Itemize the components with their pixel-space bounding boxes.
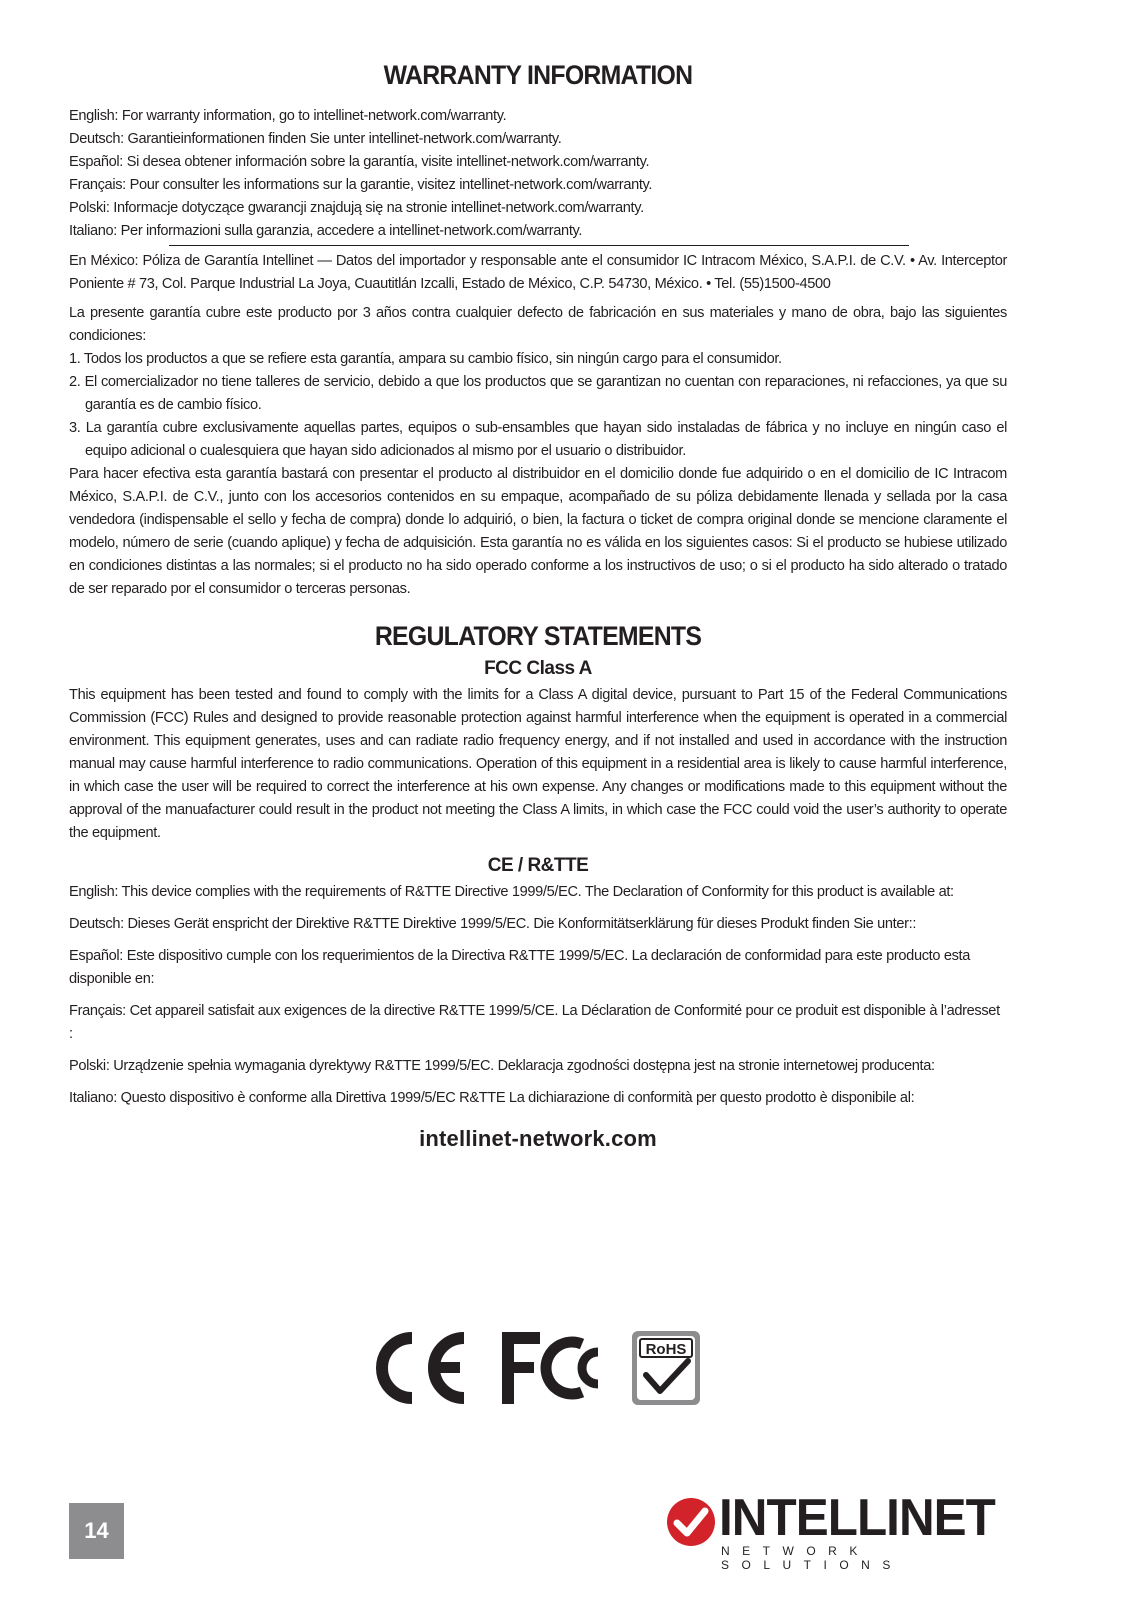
ce-line-english: English: This device complies with the requirements of R&TTE Directive 1999/5/EC. The Declaration of Conformity for this product is available at: xyxy=(69,884,954,900)
ce-mark-icon xyxy=(368,1328,468,1408)
fcc-heading: FCC Class A xyxy=(484,658,592,679)
website-url: intellinet-network.com xyxy=(419,1126,657,1151)
ce-line-espanol: Español: Este dispositivo cumple con los requerimientos de la Directiva R&TTE 1999/5/EC. La declaración de conformidad para este producto esta disponible en: xyxy=(69,948,971,987)
ce-heading: CE / R&TTE xyxy=(487,855,589,876)
intellinet-check-icon xyxy=(665,1496,717,1548)
certification-logos xyxy=(368,1328,700,1408)
fcc-text: This equipment has been tested and found to comply with the limits for a Class A digital device, pursuant to Part 15 of the Federal Communications Commission (FCC) Rules and designed to provide reasonable protection against harmful interference when the equipment is operated in a commercial environment. This equipment generates, uses and can radiate radio frequency energy, and if not installed and used in accordance with the instruction manual may cause harmful interference to radio communications. Operation of this equipment in a residential area is likely to cause harmful interference, in which case the user will be required to correct the interference at his own expense. Any changes or modifications made to this equipment without the approval of the manuafacturer could result in the product not meeting the Class A limits, in which case the FCC could void the user’s authority to operate the equipment. xyxy=(69,687,1007,841)
warranty-line-polski: Polski: Informacje dotyczące gwarancji znajdują się na stronie intellinet-network.com/warranty. xyxy=(69,200,644,216)
brand-name: INTELLINET xyxy=(719,1489,995,1547)
warranty-line-english: English: For warranty information, go to intellinet-network.com/warranty. xyxy=(69,108,507,124)
rohs-label: RoHS xyxy=(645,1341,687,1358)
condition-item: 1. Todos los productos a que se refiere esta garantía, ampara su cambio físico, sin ningún cargo para el consumidor. xyxy=(69,351,782,367)
rohs-mark-icon xyxy=(632,1331,700,1405)
mexico-importer-text: En México: Póliza de Garantía Intellinet — Datos del importador y responsable ante el consumidor IC Intracom México, S.A.P.I. de C.V. • Av. Interceptor Poniente # 73, Col. Parque Industrial La Joya, Cuautitlán Izcalli, Estado de México, C.P. 54730, México. • Tel. (55)1500-4500 xyxy=(69,253,1007,292)
fcc-mark-icon xyxy=(500,1328,604,1408)
condition-item: 2. El comercializador no tiene talleres de servicio, debido a que los productos que se garantizan no cuentan con reparaciones, ni refacciones, ya que su garantía es de cambio físico. xyxy=(69,374,1007,413)
coverage-text: La presente garantía cubre este producto por 3 años contra cualquier defecto de fabricación en sus materiales y mano de obra, bajo las siguientes condiciones: xyxy=(69,305,1007,344)
warranty-line-espanol: Español: Si desea obtener información sobre la garantía, visite intellinet-network.com/warranty. xyxy=(69,154,650,170)
regulatory-heading: REGULATORY STATEMENTS xyxy=(374,621,702,651)
warranty-language-lines xyxy=(69,105,1007,243)
warranty-line-italiano: Italiano: Per informazioni sulla garanzia, accedere a intellinet-network.com/warranty. xyxy=(69,223,583,239)
brand-tagline: NETWORK SOLUTIONS xyxy=(721,1544,903,1572)
page-content xyxy=(69,60,1007,1152)
warranty-line-deutsch: Deutsch: Garantieinformationen finden Sie unter intellinet-network.com/warranty. xyxy=(69,131,562,147)
ce-line-polski: Polski: Urządzenie spełnia wymagania dyrektywy R&TTE 1999/5/EC. Deklaracja zgodności dostępna jest na stronie internetowej producenta: xyxy=(69,1058,935,1074)
ce-line-deutsch: Deutsch: Dieses Gerät enspricht der Direktive R&TTE Direktive 1999/5/EC. Die Konformitätserklärung für dieses Produkt finden Sie unter:: xyxy=(69,916,917,932)
ce-line-francais: Français: Cet appareil satisfait aux exigences de la directive R&TTE 1999/5/CE. La Déclaration de Conformité pour ce produit est disponible à l’adresset : xyxy=(69,1003,1000,1042)
ce-line-italiano: Italiano: Questo dispositivo è conforme alla Direttiva 1999/5/EC R&TTE La dichiarazione di conformità per questo prodotto è disponibile al: xyxy=(69,1090,915,1106)
intellinet-logo xyxy=(665,1489,1010,1572)
warranty-line-francais: Français: Pour consulter les informations sur la garantie, visitez intellinet-network.com/warranty. xyxy=(69,177,653,193)
divider xyxy=(169,245,909,246)
warranty-heading: WARRANTY INFORMATION xyxy=(383,60,693,90)
page-number: 14 xyxy=(69,1503,124,1559)
claim-text: Para hacer efectiva esta garantía bastará con presentar el producto al distribuidor en el domicilio donde fue adquirido o en el domicilio de IC Intracom México, S.A.P.I. de C.V., junto con los accesorios contenidos en su empaque, acompañado de su póliza debidamente llenada y sellada por la casa vendedora (indispensable el sello y fecha de compra) donde lo adquirió, o bien, la factura o ticket de compra original donde se mencione claramente el modelo, número de serie (cuando aplique) y fecha de adquisición. Esta garantía no es válida en los siguientes casos: Si el producto se hubiese utilizado en condiciones distintas a las normales; si el producto no ha sido operado conforme a los instructivos de uso; o si el producto ha sido alterado o tratado de ser reparado por el consumidor o terceras personas. xyxy=(69,466,1007,597)
condition-item: 3. La garantía cubre exclusivamente aquellas partes, equipos o sub-ensambles que hayan sido instaladas de fábrica y no incluye en ningún caso el equipo adicional o cualesquiera que hayan sido adicionados al mismo por el usuario o distribuidor. xyxy=(69,420,1007,459)
